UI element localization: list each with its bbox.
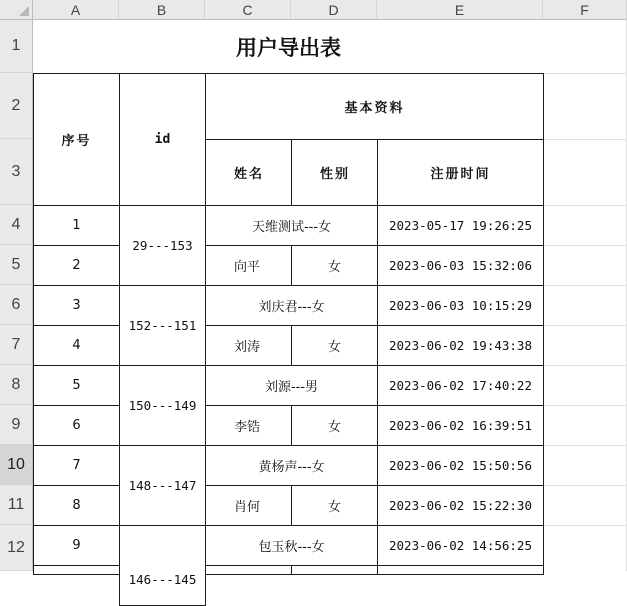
cell-name-gender[interactable]: 刘庆君---女 — [205, 285, 378, 326]
cell-name[interactable]: 刘涛 — [205, 325, 292, 366]
cell-name-gender[interactable]: 黄杨声---女 — [205, 445, 378, 486]
row-header-6[interactable]: 6 — [0, 285, 33, 325]
cell-seq[interactable]: 3 — [33, 285, 120, 326]
column-header-a[interactable]: A — [33, 0, 119, 20]
cell-name-gender[interactable]: 包玉秋---女 — [205, 525, 378, 566]
cell-reg-time[interactable]: 2023-06-02 14:56:25 — [377, 525, 544, 566]
row-header-11[interactable]: 11 — [0, 485, 33, 525]
cell-id-text: 146---145 — [128, 572, 197, 587]
cell-reg-time[interactable]: 2023-06-02 15:50:56 — [377, 445, 544, 486]
cell-reg-time[interactable]: 2023-05-17 19:26:25 — [377, 205, 544, 246]
column-header-c[interactable]: C — [205, 0, 291, 20]
sheet-title[interactable]: 用户导出表 — [33, 20, 544, 74]
cell-gender[interactable]: 女 — [291, 405, 378, 446]
cell-id[interactable]: 148---147 — [119, 445, 206, 526]
cell-gender[interactable]: 女 — [291, 325, 378, 366]
header-seq[interactable]: 序号 — [33, 73, 120, 206]
row-header-2[interactable]: 2 — [0, 73, 33, 139]
row-header-12[interactable]: 12 — [0, 525, 33, 571]
header-reg-time[interactable]: 注册时间 — [377, 139, 544, 206]
cell-reg-time[interactable]: 2023-06-03 15:32:06 — [377, 245, 544, 286]
cell-gender-next[interactable] — [291, 565, 378, 575]
cell-gender[interactable]: 女 — [291, 245, 378, 286]
cell-reg-time[interactable]: 2023-06-03 10:15:29 — [377, 285, 544, 326]
cell-reg-time[interactable]: 2023-06-02 19:43:38 — [377, 325, 544, 366]
row-header-4[interactable]: 4 — [0, 205, 33, 245]
cell-name-gender[interactable]: 刘源---男 — [205, 365, 378, 406]
cell-name[interactable]: 李锆 — [205, 405, 292, 446]
row-header-1[interactable]: 1 — [0, 20, 33, 73]
cell-reg-time[interactable]: 2023-06-02 15:22:30 — [377, 485, 544, 526]
cell-seq[interactable]: 4 — [33, 325, 120, 366]
select-all-icon — [19, 6, 29, 16]
cell-id[interactable]: 150---149 — [119, 365, 206, 446]
row-header-7[interactable]: 7 — [0, 325, 33, 365]
column-header-d[interactable]: D — [291, 0, 377, 20]
cell-seq[interactable]: 7 — [33, 445, 120, 486]
cell-seq[interactable]: 1 — [33, 205, 120, 246]
select-all-corner[interactable] — [0, 0, 33, 20]
cell-gender[interactable]: 女 — [291, 485, 378, 526]
row-header-3[interactable]: 3 — [0, 139, 33, 205]
column-header-f[interactable]: F — [543, 0, 627, 20]
column-header-e[interactable]: E — [377, 0, 543, 20]
row-header-9[interactable]: 9 — [0, 405, 33, 445]
cell-seq[interactable]: 9 — [33, 525, 120, 566]
cell-seq[interactable]: 6 — [33, 405, 120, 446]
cell-seq-next[interactable] — [33, 565, 120, 575]
cell-seq[interactable]: 5 — [33, 365, 120, 406]
row-header-5[interactable]: 5 — [0, 245, 33, 285]
cell-reg-time-next[interactable] — [377, 565, 544, 575]
cell-name-next[interactable] — [205, 565, 292, 575]
column-header-b[interactable]: B — [119, 0, 205, 20]
cell-reg-time[interactable]: 2023-06-02 16:39:51 — [377, 405, 544, 446]
cell-id[interactable]: 152---151 — [119, 285, 206, 366]
header-gender[interactable]: 性别 — [291, 139, 378, 206]
header-id[interactable]: id — [119, 73, 206, 206]
cell-id[interactable]: 29---153 — [119, 205, 206, 286]
cell-name[interactable]: 向平 — [205, 245, 292, 286]
cell-name[interactable]: 肖何 — [205, 485, 292, 526]
header-name[interactable]: 姓名 — [205, 139, 292, 206]
cell-id[interactable] — [119, 525, 206, 606]
row-header-8[interactable]: 8 — [0, 365, 33, 405]
cell-seq[interactable]: 8 — [33, 485, 120, 526]
header-basic-info[interactable]: 基本资料 — [205, 73, 544, 140]
cell-name-gender[interactable]: 天维测试---女 — [205, 205, 378, 246]
cell-seq[interactable]: 2 — [33, 245, 120, 286]
cell-reg-time[interactable]: 2023-06-02 17:40:22 — [377, 365, 544, 406]
row-header-10[interactable]: 10 — [0, 445, 33, 485]
